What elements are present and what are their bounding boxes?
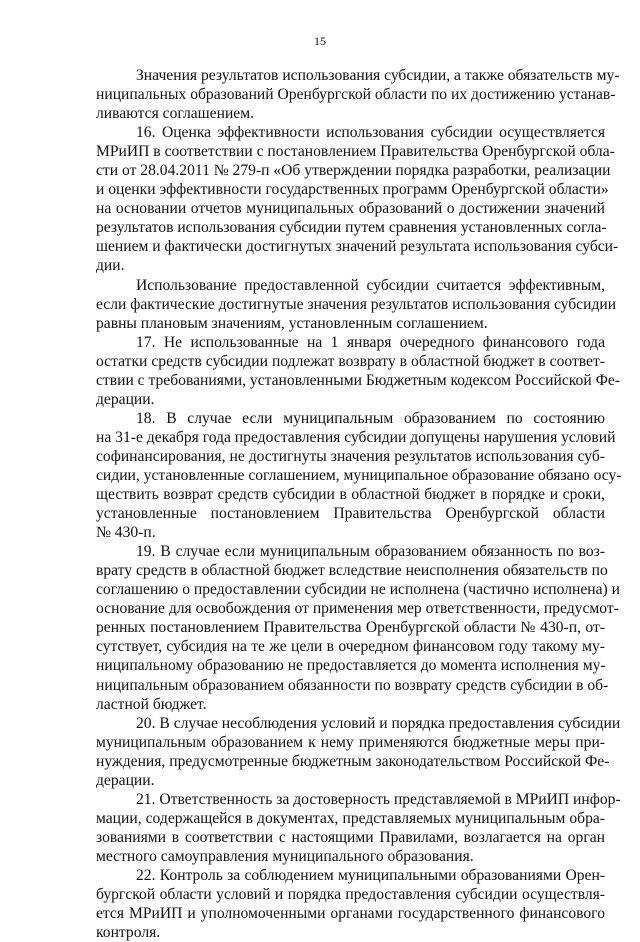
text-line: контроля. bbox=[96, 924, 161, 942]
text-line: шением и фактически достигнутых значений результата использования субси- bbox=[96, 238, 619, 256]
text-line: № 430-п. bbox=[96, 524, 156, 542]
text-line: установленные постановлением Правительства Оренбургской области bbox=[96, 505, 605, 523]
text-line: 19. В случае если муниципальным образованием обязанность по воз- bbox=[136, 543, 605, 561]
paragraph bbox=[96, 714, 621, 790]
text-line: бургской области условий и порядка предоставления субсидии осуществля- bbox=[96, 886, 605, 904]
paragraph bbox=[96, 276, 617, 333]
text-line: ниципальных образований Оренбургской области по их достижению устанав- bbox=[96, 86, 616, 104]
text-line: 18. В случае если муниципальным образованием по состоянию bbox=[136, 409, 605, 427]
text-line: 17. Не использованные на 1 января очередного финансового года bbox=[136, 333, 605, 351]
text-line: ливаются соглашением. bbox=[96, 105, 254, 123]
text-line: ниципальному образованию не предоставляется до момента исполнения му- bbox=[96, 657, 606, 675]
text-line: 16. Оценка эффективности использования субсидии осуществляется bbox=[136, 124, 605, 142]
paragraph bbox=[96, 790, 621, 866]
text-line: соглашению о предоставлении субсидии не исполнена (частично исполнена) и bbox=[96, 581, 620, 599]
text-line: сти от 28.04.2011 № 279-п «Об утверждении порядка разработки, реализации bbox=[96, 162, 611, 180]
text-line: мации, содержащейся в документах, представляемых муниципальным обра- bbox=[96, 809, 605, 827]
text-line: равны плановым значениям, установленным соглашением. bbox=[96, 314, 488, 332]
paragraph bbox=[96, 542, 620, 713]
text-line: 21. Ответственность за достоверность представляемой в МРиИП инфор- bbox=[136, 790, 621, 808]
text-line: остатки средств субсидии подлежат возврату в областной бюджет в соответ- bbox=[96, 352, 605, 370]
paragraph bbox=[96, 66, 620, 123]
text-line: сидии, установленные соглашением, муниципальное образование обязано осу- bbox=[96, 466, 622, 484]
text-line: Значения результатов использования субсидии, а также обязательств му- bbox=[136, 67, 620, 84]
paragraph bbox=[96, 123, 619, 275]
text-line: муниципальным образованием к нему применяются бюджетные меры при- bbox=[96, 733, 605, 751]
paragraph bbox=[96, 333, 621, 409]
text-line: результатов использования субсидии путем сравнения установленных согла- bbox=[96, 219, 607, 237]
text-line: если фактические достигнутые значения результатов использования субсидии bbox=[96, 295, 617, 313]
text-line: 20. В случае несоблюдения условий и порядка предоставления субсидии bbox=[136, 714, 621, 732]
text-line: ется МРиИП и уполномоченными органами государственного финансового bbox=[96, 905, 605, 923]
text-line: софинансирования, не достигнуты значения результатов использования суб- bbox=[96, 447, 605, 465]
page-number: 15 bbox=[314, 34, 326, 48]
text-line: Использование предоставленной субсидии считается эффективным, bbox=[136, 276, 605, 294]
text-line: местного самоуправления муниципального образования. bbox=[96, 847, 474, 865]
text-line: дии. bbox=[96, 257, 125, 275]
document-body bbox=[96, 66, 622, 942]
text-line: 22. Контроль за соблюдением муниципальными образованиями Орен- bbox=[136, 866, 605, 884]
text-line: МРиИП в соответствии с постановлением Правительства Оренбургской обла- bbox=[96, 143, 615, 161]
text-line: и оценки эффективности государственных программ Оренбургской области» bbox=[96, 181, 609, 199]
text-line: врату средств в областной бюджет вследствие неисполнения обязательств по bbox=[96, 562, 608, 580]
text-line: на 31-е декабря года предоставления субсидии допущены нарушения условий bbox=[96, 428, 616, 446]
text-line: ластной бюджет. bbox=[96, 695, 207, 713]
text-line: на основании отчетов муниципальных образований о достижении значений bbox=[96, 200, 605, 218]
text-line: ренных постановлением Правительства Оренбургской области № 430-п, от- bbox=[96, 619, 605, 637]
text-line: сутствует, субсидия на те же цели в очередном финансовом году такому му- bbox=[96, 638, 605, 656]
text-line: ствии с требованиями, установленными Бюджетным кодексом Российской Фе- bbox=[96, 371, 621, 389]
text-line: ществить возврат средств субсидии в областной бюджет в порядке и сроки, bbox=[96, 486, 605, 504]
text-line: ниципальным образованием обязанности по возврату средств субсидии в об- bbox=[96, 676, 609, 694]
paragraph bbox=[96, 866, 605, 942]
text-line: дерации. bbox=[96, 390, 155, 408]
text-line: зованиями в соответствии с настоящими Правилами, возлагается на орган bbox=[96, 828, 605, 846]
text-line: основание для освобождения от применения мер ответственности, предусмот- bbox=[96, 600, 619, 618]
text-line: нуждения, предусмотренные бюджетным законодательством Российской Фе- bbox=[96, 752, 610, 770]
text-line: дерации. bbox=[96, 771, 155, 789]
paragraph bbox=[96, 409, 622, 542]
